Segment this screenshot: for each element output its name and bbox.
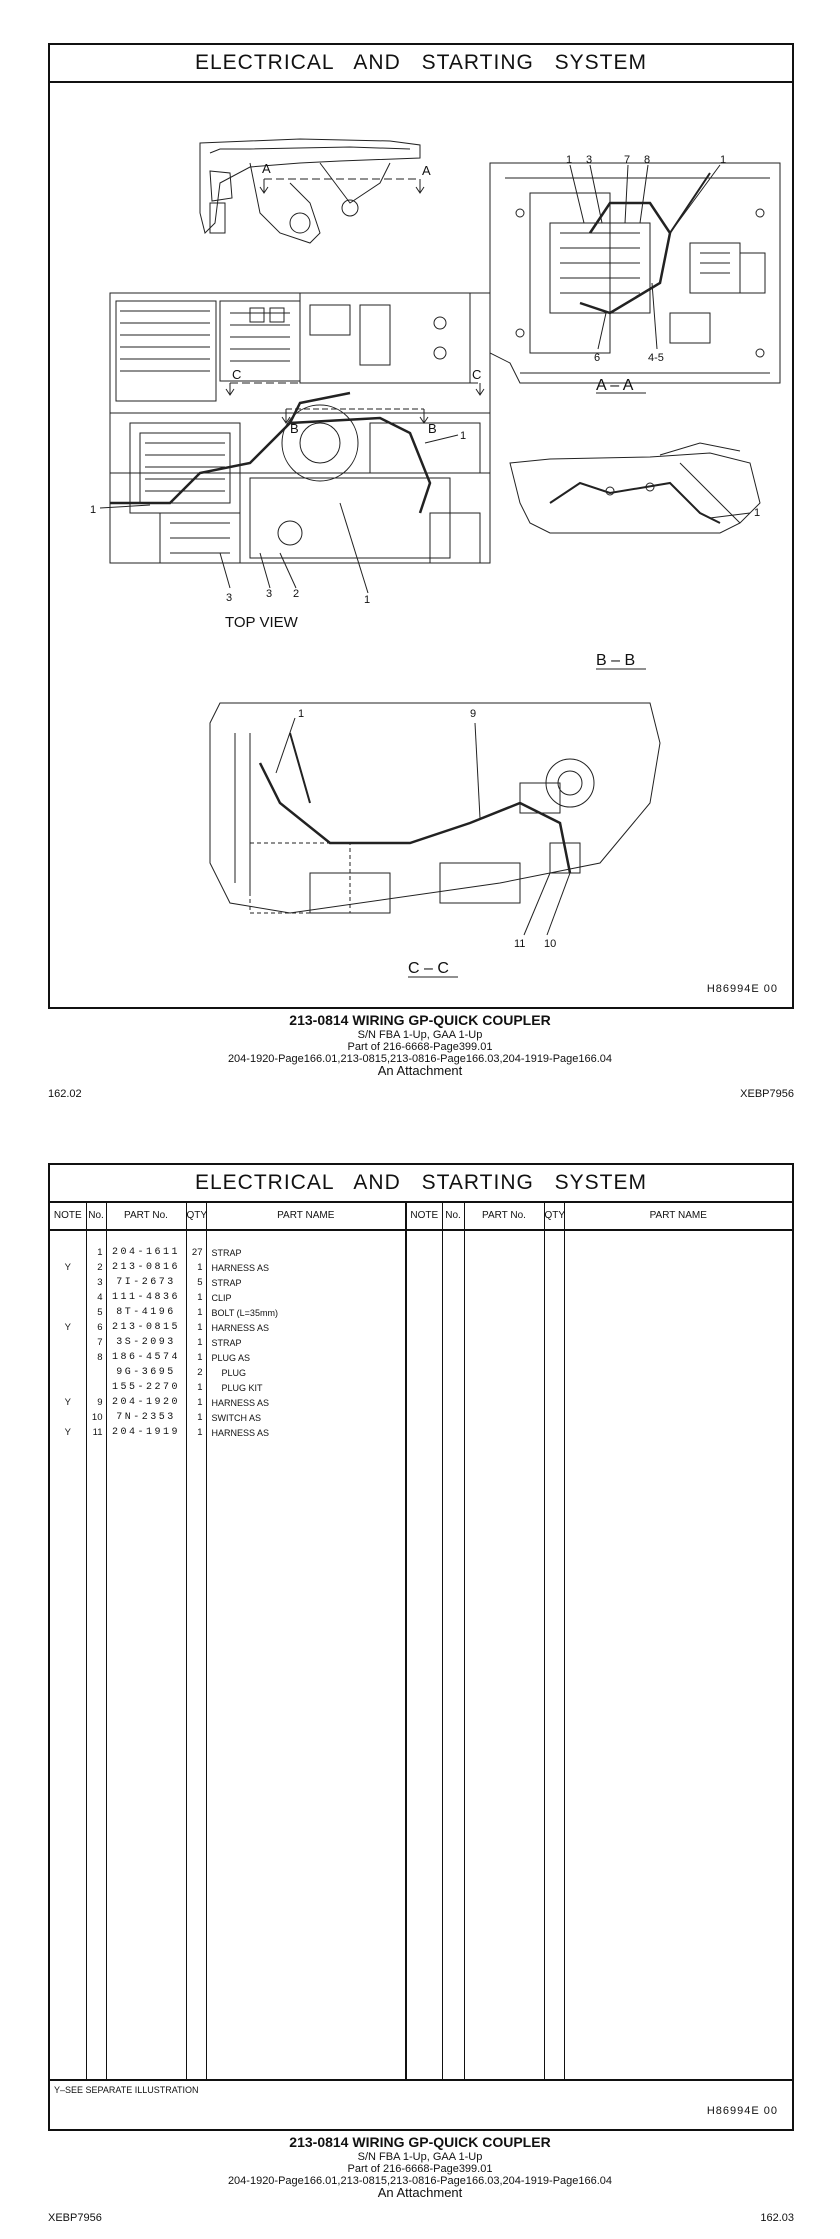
empty-cell: [442, 1410, 464, 1425]
part-name-cell: STRAP: [206, 1275, 406, 1290]
page2-number-right: 162.03: [760, 2212, 794, 2224]
part-no-cell: 9G-3695: [106, 1365, 186, 1380]
item-no-cell: 2: [86, 1260, 106, 1275]
table-row: [50, 1365, 792, 1380]
table-row: [50, 1425, 792, 1440]
part-no-cell: 213-0816: [106, 1260, 186, 1275]
caption-line: S/N FBA 1-Up, GAA 1-Up: [357, 1029, 483, 1041]
table-spacer-row: [50, 1230, 792, 1245]
section-cc-drawing: [210, 703, 660, 935]
col-header-note: NOTE: [406, 1201, 442, 1230]
footnote: [50, 2079, 792, 2127]
table-header-row: [50, 1201, 792, 1230]
empty-cell: [442, 1395, 464, 1410]
part-no-cell: 204-1920: [106, 1395, 186, 1410]
empty-cell: [442, 1320, 464, 1335]
empty-cell: [544, 1245, 564, 1260]
item-no-cell: [86, 1380, 106, 1395]
table-row: [50, 1320, 792, 1335]
footnote-text: Y–SEE SEPARATE ILLUSTRATION: [54, 2085, 199, 2095]
empty-cell: [442, 1275, 464, 1290]
empty-cell: [442, 1335, 464, 1350]
table-row: [50, 1335, 792, 1350]
caption-line: An Attachment: [377, 2185, 463, 2200]
illustration-frame: [48, 43, 794, 1009]
callout: C: [472, 367, 482, 382]
empty-cell: [544, 1335, 564, 1350]
empty-cell: [564, 1380, 792, 1395]
col-header-qty: QTY: [544, 1201, 564, 1230]
item-no-cell: 9: [86, 1395, 106, 1410]
note-cell: [50, 1335, 86, 1350]
top-view-callouts: [90, 161, 481, 631]
empty-cell: [564, 1425, 792, 1440]
top-view-drawing: [100, 139, 490, 593]
item-no-cell: 10: [86, 1410, 106, 1425]
note-cell: Y: [64, 1397, 71, 1408]
empty-cell: [544, 1395, 564, 1410]
exploded-illustration: [50, 83, 792, 1009]
empty-cell: [564, 1365, 792, 1380]
qty-cell: 1: [186, 1290, 206, 1305]
callout: 10: [544, 938, 557, 950]
item-no-cell: 7: [86, 1335, 106, 1350]
qty-cell: 5: [186, 1275, 206, 1290]
callout: A: [422, 163, 431, 178]
empty-cell: [406, 1350, 442, 1365]
empty-cell: [406, 1395, 442, 1410]
empty-cell: [464, 1245, 544, 1260]
table-row: [50, 1380, 792, 1395]
col-header-part-name: PART NAME: [564, 1201, 792, 1230]
part-name-cell: CLIP: [206, 1290, 406, 1305]
section-title: ELECTRICAL AND STARTING SYSTEM: [50, 45, 792, 83]
caption-line: Part of 216-6668-Page399.01: [347, 1041, 493, 1053]
parts-table: [50, 1201, 792, 2079]
part-name-cell: STRAP: [206, 1335, 406, 1350]
empty-cell: [464, 1290, 544, 1305]
caption-line: 204-1920-Page166.01,213-0815,213-0816-Page166.03,204-1919-Page166.04: [227, 1053, 613, 1065]
callout: 1: [754, 507, 761, 519]
parts-list-frame: [48, 1163, 794, 2131]
page1-number-right: XEBP7956: [740, 1088, 794, 1100]
part-no-cell: 186-4574: [106, 1350, 186, 1365]
callout: 1: [460, 430, 467, 442]
part-no-cell: 7I-2673: [106, 1275, 186, 1290]
note-cell: [50, 1305, 86, 1320]
note-cell: [50, 1410, 86, 1425]
callout: 6: [594, 352, 601, 364]
part-name-cell: PLUG AS: [206, 1350, 406, 1365]
empty-cell: [406, 1425, 442, 1440]
table-row: [50, 1395, 792, 1410]
empty-cell: [464, 1335, 544, 1350]
part-no-cell: 111-4836: [106, 1290, 186, 1305]
empty-cell: [406, 1410, 442, 1425]
top-view-label: TOP VIEW: [225, 614, 298, 631]
callout: B: [290, 421, 299, 436]
part-name-cell: PLUG: [206, 1365, 406, 1380]
table-fill-row: [50, 1440, 792, 2079]
callout: 1: [566, 154, 573, 166]
callout: 1: [720, 154, 727, 166]
empty-cell: [544, 1350, 564, 1365]
section-cc-label: C – C: [408, 960, 449, 977]
part-no-cell: 204-1611: [106, 1245, 186, 1260]
empty-cell: [442, 1350, 464, 1365]
empty-cell: [464, 1350, 544, 1365]
caption-line: S/N FBA 1-Up, GAA 1-Up: [357, 2151, 483, 2163]
qty-cell: 1: [186, 1410, 206, 1425]
section-aa-label: A – A: [596, 377, 634, 394]
item-no-cell: 6: [86, 1320, 106, 1335]
col-header-part-name: PART NAME: [206, 1201, 406, 1230]
part-no-cell: 8T-4196: [106, 1305, 186, 1320]
qty-cell: 27: [186, 1245, 206, 1260]
empty-cell: [544, 1260, 564, 1275]
qty-cell: 2: [186, 1365, 206, 1380]
empty-cell: [564, 1350, 792, 1365]
callout: 9: [470, 708, 477, 720]
table-row: [50, 1410, 792, 1425]
empty-cell: [564, 1410, 792, 1425]
figure-code: H86994E 00: [706, 2105, 778, 2117]
empty-cell: [464, 1410, 544, 1425]
empty-cell: [464, 1425, 544, 1440]
col-header-no: No.: [442, 1201, 464, 1230]
caption-line: 204-1920-Page166.01,213-0815,213-0816-Page166.03,204-1919-Page166.04: [227, 2175, 613, 2187]
section-bb-drawing: [510, 443, 760, 533]
part-no-cell: 3S-2093: [106, 1335, 186, 1350]
note-cell: [50, 1290, 86, 1305]
section-title: ELECTRICAL AND STARTING SYSTEM: [50, 1165, 792, 1203]
callout: 8: [644, 154, 651, 166]
callout: 1: [298, 708, 305, 720]
note-cell: [50, 1275, 86, 1290]
note-cell: Y: [64, 1427, 71, 1438]
empty-cell: [442, 1365, 464, 1380]
callout: 1: [364, 594, 371, 606]
callout: 2: [293, 588, 300, 600]
note-cell: Y: [64, 1322, 71, 1333]
empty-cell: [564, 1320, 792, 1335]
callout: C: [232, 367, 242, 382]
table-row: [50, 1305, 792, 1320]
empty-cell: [442, 1290, 464, 1305]
callout: 4-5: [648, 352, 664, 364]
col-header-part-no: PART No.: [106, 1201, 186, 1230]
qty-cell: 1: [186, 1380, 206, 1395]
table-row: [50, 1290, 792, 1305]
empty-cell: [564, 1395, 792, 1410]
empty-cell: [406, 1365, 442, 1380]
empty-cell: [544, 1425, 564, 1440]
page2-caption: [0, 2134, 840, 2199]
part-name-cell: HARNESS AS: [206, 1260, 406, 1275]
empty-cell: [564, 1260, 792, 1275]
caption-line: Part of 216-6668-Page399.01: [347, 2163, 493, 2175]
empty-cell: [544, 1290, 564, 1305]
empty-cell: [544, 1365, 564, 1380]
qty-cell: 1: [186, 1335, 206, 1350]
callout: 1: [90, 504, 97, 516]
callout: 3: [586, 154, 593, 166]
empty-cell: [464, 1275, 544, 1290]
item-no-cell: 1: [86, 1245, 106, 1260]
table-row: [50, 1260, 792, 1275]
part-name-cell: SWITCH AS: [206, 1410, 406, 1425]
empty-cell: [406, 1260, 442, 1275]
empty-cell: [464, 1320, 544, 1335]
empty-cell: [464, 1380, 544, 1395]
section-bb-callouts: [596, 507, 760, 669]
item-no-cell: 11: [86, 1425, 106, 1440]
part-no-cell: 7N-2353: [106, 1410, 186, 1425]
qty-cell: 1: [186, 1425, 206, 1440]
item-no-cell: 3: [86, 1275, 106, 1290]
qty-cell: 1: [186, 1260, 206, 1275]
empty-cell: [564, 1335, 792, 1350]
qty-cell: 1: [186, 1305, 206, 1320]
qty-cell: 1: [186, 1320, 206, 1335]
empty-cell: [406, 1290, 442, 1305]
callout: 3: [226, 592, 233, 604]
callout: A: [262, 161, 271, 176]
empty-cell: [406, 1305, 442, 1320]
empty-cell: [544, 1305, 564, 1320]
part-name-cell: STRAP: [206, 1245, 406, 1260]
empty-cell: [464, 1260, 544, 1275]
section-aa-drawing: [490, 163, 780, 383]
item-no-cell: 5: [86, 1305, 106, 1320]
empty-cell: [442, 1380, 464, 1395]
col-header-no: No.: [86, 1201, 106, 1230]
empty-cell: [406, 1380, 442, 1395]
empty-cell: [544, 1275, 564, 1290]
table-row: [50, 1350, 792, 1365]
item-no-cell: 4: [86, 1290, 106, 1305]
note-cell: [50, 1350, 86, 1365]
note-cell: [50, 1365, 86, 1380]
item-no-cell: 8: [86, 1350, 106, 1365]
empty-cell: [406, 1335, 442, 1350]
empty-cell: [442, 1245, 464, 1260]
part-name-cell: HARNESS AS: [206, 1425, 406, 1440]
page1-number-left: 162.02: [48, 1088, 82, 1100]
empty-cell: [406, 1320, 442, 1335]
empty-cell: [464, 1365, 544, 1380]
item-no-cell: [86, 1365, 106, 1380]
part-no-cell: 155-2270: [106, 1380, 186, 1395]
empty-cell: [564, 1275, 792, 1290]
caption-main: 213-0814 WIRING GP-QUICK COUPLER: [289, 2134, 551, 2150]
callout: B: [428, 421, 437, 436]
part-name-cell: HARNESS AS: [206, 1395, 406, 1410]
figure-code: H86994E 00: [706, 983, 778, 995]
note-cell: [50, 1245, 86, 1260]
page1-caption: [0, 1012, 840, 1077]
empty-cell: [406, 1245, 442, 1260]
col-header-part-no: PART No.: [464, 1201, 544, 1230]
empty-cell: [544, 1410, 564, 1425]
callout: 3: [266, 588, 273, 600]
qty-cell: 1: [186, 1395, 206, 1410]
part-no-cell: 213-0815: [106, 1320, 186, 1335]
section-bb-label: B – B: [596, 652, 636, 669]
empty-cell: [464, 1395, 544, 1410]
table-row: [50, 1275, 792, 1290]
qty-cell: 1: [186, 1350, 206, 1365]
empty-cell: [442, 1425, 464, 1440]
part-name-cell: BOLT (L=35mm): [206, 1305, 406, 1320]
empty-cell: [406, 1275, 442, 1290]
empty-cell: [564, 1290, 792, 1305]
part-no-cell: 204-1919: [106, 1425, 186, 1440]
caption-main: 213-0814 WIRING GP-QUICK COUPLER: [289, 1012, 551, 1028]
col-header-qty: QTY: [186, 1201, 206, 1230]
caption-line: An Attachment: [377, 1063, 463, 1078]
part-name-cell: HARNESS AS: [206, 1320, 406, 1335]
empty-cell: [544, 1380, 564, 1395]
page2-number-left: XEBP7956: [48, 2212, 102, 2224]
callout: 7: [624, 154, 631, 166]
empty-cell: [442, 1260, 464, 1275]
empty-cell: [464, 1305, 544, 1320]
note-cell: Y: [64, 1262, 71, 1273]
callout: 11: [514, 938, 526, 950]
table-row: [50, 1245, 792, 1260]
empty-cell: [544, 1320, 564, 1335]
note-cell: [50, 1380, 86, 1395]
col-header-note: NOTE: [50, 1201, 86, 1230]
part-name-cell: PLUG KIT: [206, 1380, 406, 1395]
empty-cell: [442, 1305, 464, 1320]
empty-cell: [564, 1305, 792, 1320]
empty-cell: [564, 1245, 792, 1260]
